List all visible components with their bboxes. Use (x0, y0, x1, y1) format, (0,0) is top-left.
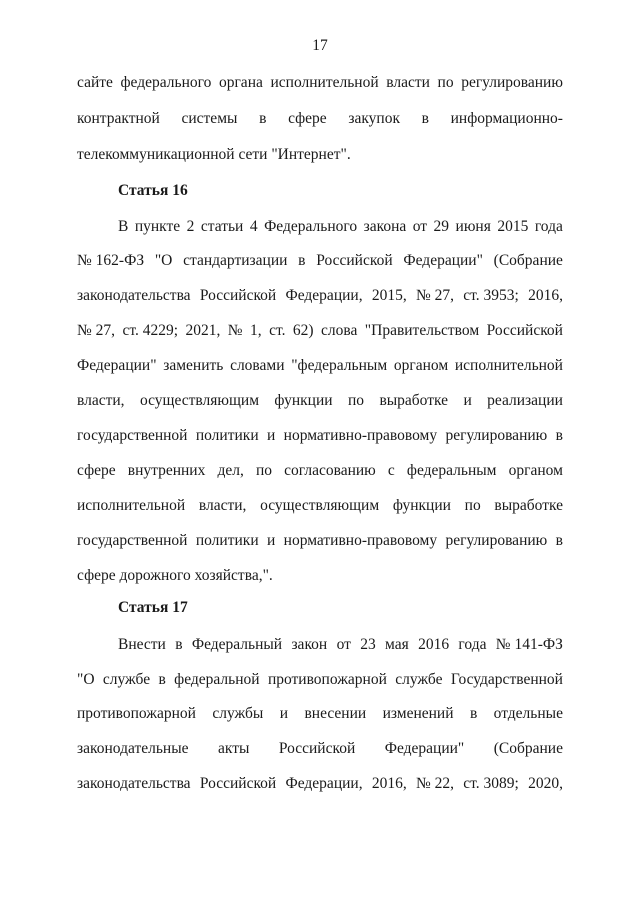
text-line: сфере дорожного хозяйства,". (77, 567, 273, 584)
text-line: В пункте 2 статьи 4 Федерального закона от 29 июня 2015 года (118, 218, 563, 235)
text-line: государственной политики и нормативно-правовому регулированию в (77, 532, 563, 549)
text-line: "О службе в федеральной противопожарной службе Государственной (77, 671, 563, 688)
text-line: сфере внутренних дел, по согласованию с федеральным органом (77, 462, 563, 479)
article-17-heading: Статья 17 (118, 599, 188, 616)
text-line: исполнительной власти, осуществляющим функции по выработке (77, 497, 563, 514)
text-line: № 162-ФЗ "О стандартизации в Российской Федерации" (Собрание (77, 252, 563, 269)
text-line: телекоммуникационной сети "Интернет". (77, 146, 351, 163)
text-line: Федерации" заменить словами "федеральным органом исполнительной (77, 357, 563, 374)
text-line: законодательства Российской Федерации, 2015, № 27, ст. 3953; 2016, (77, 287, 563, 304)
text-line: Внести в Федеральный закон от 23 мая 2016 года № 141-ФЗ (118, 636, 563, 653)
text-line: законодательные акты Российской Федерации" (Собрание (77, 740, 563, 757)
text-line: власти, осуществляющим функции по выработке и реализации (77, 392, 563, 409)
text-line: контрактной системы в сфере закупок в информационно- (77, 110, 563, 127)
text-line: противопожарной службы и внесении изменений в отдельные (77, 705, 563, 722)
text-line: № 27, ст. 4229; 2021, № 1, ст. 62) слова "Правительством Российской (77, 322, 563, 339)
page-number: 17 (312, 37, 328, 54)
text-line: сайте федерального органа исполнительной власти по регулированию (77, 74, 563, 91)
text-line: законодательства Российской Федерации, 2016, № 22, ст. 3089; 2020, (77, 775, 563, 792)
article-16-heading: Статья 16 (118, 182, 188, 199)
text-line: государственной политики и нормативно-правовому регулированию в (77, 427, 563, 444)
